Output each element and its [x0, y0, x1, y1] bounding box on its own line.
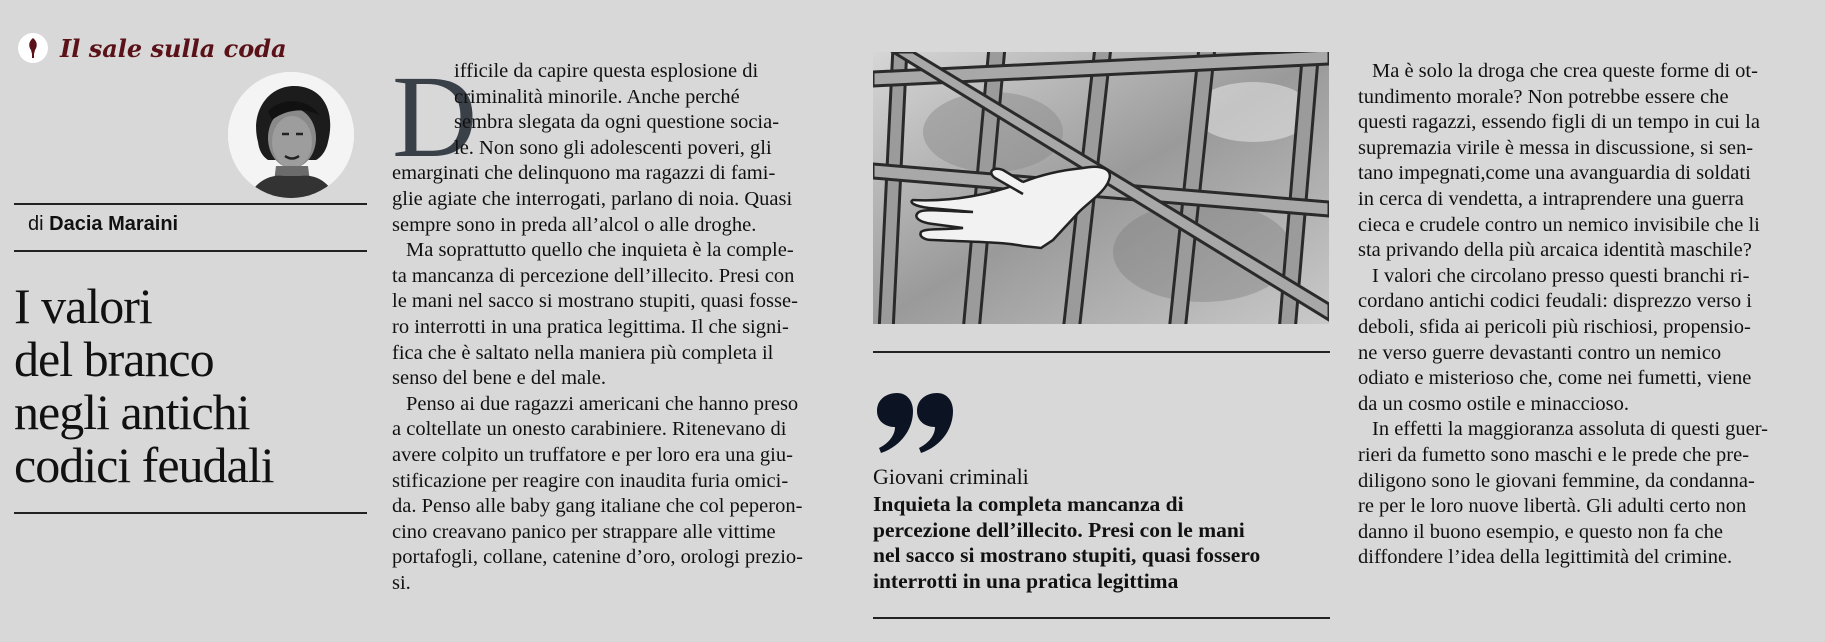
pullquote-top-rule — [873, 351, 1330, 353]
article-line: In effetti la maggioranza assoluta di questi guer- — [1372, 418, 1768, 441]
rubric — [18, 30, 287, 66]
article-line: da un cosmo ostile e minaccioso. — [1358, 392, 1629, 415]
byline-author: Dacia Maraini — [49, 213, 179, 235]
article-line: emarginati che delinquono ma ragazzi di fami- — [392, 162, 776, 185]
article-line: cordano antichi codici feudali: disprezzo verso i — [1358, 290, 1752, 313]
article-line: diffondere l’idea della legittimità del crimine. — [1358, 546, 1733, 569]
pullquote-line: interrotti in una pratica legittima — [873, 568, 1179, 593]
article-line: glie agiate che interrogati, parlano di noia. Quasi — [392, 187, 793, 210]
byline-top-rule — [14, 203, 367, 205]
headline — [14, 280, 364, 492]
headline-line: del branco — [14, 331, 214, 387]
article-line: portafogli, collane, catenine d’oro, orologi prezio- — [392, 546, 803, 569]
article-line: sta privando della più arcaica identità maschile? — [1358, 239, 1752, 262]
article-line: sempre sono in preda all’alcol o alle droghe. — [392, 213, 757, 236]
article-line: cino creavano panico per strappare alle vittime — [392, 520, 776, 543]
article-line: odiato e misterioso che, come nei fumetti, viene — [1358, 367, 1752, 390]
pullquote-line: percezione dell’illecito. Presi con le mani — [873, 517, 1245, 542]
pullquote-line: nel sacco si mostrano stupiti, quasi fossero — [873, 543, 1261, 567]
article-column-3 — [1358, 59, 1808, 571]
dropcap: D — [392, 51, 478, 182]
article-line: le mani nel sacco si mostrano stupiti, quasi fosse- — [392, 290, 798, 313]
article-line: rieri da fumetto sono maschi e le prede che pre- — [1358, 443, 1750, 466]
article-line: supremazia virile è messa in discussione, si sen- — [1358, 136, 1754, 159]
article-line: a coltellate un onesto carabiniere. Ritenevano di — [392, 418, 787, 441]
article-line: danno il buono esempio, e questo non fa che — [1358, 520, 1723, 543]
article-line: re per le loro nuove libertà. Gli adulti certo non — [1358, 495, 1747, 518]
article-line: cieca e crudele contro un nemico invisibile che li — [1358, 213, 1760, 236]
quote-mark-icon — [873, 367, 957, 457]
article-line: Ma soprattutto quello che inquieta è la comple- — [406, 239, 794, 262]
rubric-label: Il sale sulla coda — [60, 33, 287, 63]
article-line: diligono sono le giovani femmine, da condanna- — [1358, 469, 1755, 492]
byline-prefix: di — [28, 213, 44, 235]
article-line: sembra slegata da ogni questione socia- — [454, 111, 780, 134]
article-line: si. — [392, 571, 411, 594]
article-line: Ma è solo la droga che crea queste forme di ot- — [1372, 60, 1758, 82]
article-line: fica che è saltato nella maniera più completa il — [392, 341, 774, 364]
article-line: da. Penso alle baby gang italiane che col peperon- — [392, 495, 803, 518]
article-line: Penso ai due ragazzi americani che hanno preso — [406, 392, 799, 415]
article-line: avere colpito un truffatore e per loro era una giu- — [392, 443, 793, 466]
article-line: stificazione per reagire con inaudita furia omici- — [392, 469, 789, 492]
article-line: in cerca di vendetta, a intraprendere una guerra — [1358, 187, 1744, 210]
pullquote-line: Inquieta la completa mancanza di — [873, 492, 1184, 516]
headline-line: negli antichi — [14, 384, 250, 440]
headline-bottom-rule — [14, 512, 367, 514]
article-line: ta mancanza di percezione dell’illecito. Presi con — [392, 264, 795, 287]
pullquote-text — [873, 492, 1333, 594]
article-line: I valori che circolano presso questi branchi ri- — [1372, 264, 1750, 287]
byline — [28, 213, 178, 236]
article-line: questi ragazzi, essendo figli di un tempo in cui la — [1358, 111, 1760, 134]
article-line: deboli, sfida ai pericoli più rischiosi, propensio- — [1358, 315, 1751, 338]
article-line: ifficile da capire questa esplosione di — [454, 60, 759, 82]
byline-bottom-rule — [14, 250, 367, 252]
headline-line: codici feudali — [14, 437, 274, 493]
article-line: tundimento morale? Non potrebbe essere che — [1358, 85, 1729, 108]
author-portrait — [228, 72, 354, 198]
article-line: ro interrotti in una pratica legittima. Il che signi- — [392, 315, 789, 338]
headline-line: I valori — [14, 278, 152, 334]
quill-icon — [18, 33, 48, 63]
article-line: senso del bene e del male. — [392, 367, 607, 390]
pullquote-bottom-rule — [873, 617, 1330, 619]
article-line: criminalità minorile. Anche perché — [454, 85, 740, 108]
article-column-1 — [392, 51, 852, 596]
article-line: ne verso guerre devastanti contro un nemico — [1358, 341, 1722, 364]
article-line: le. Non sono gli adolescenti poveri, gli — [454, 136, 772, 159]
prison-bars-hand-illustration — [873, 52, 1329, 324]
article-line: tano impegnati,come una avanguardia di soldati — [1358, 162, 1751, 185]
pullquote-kicker: Giovani criminali — [873, 464, 1029, 489]
